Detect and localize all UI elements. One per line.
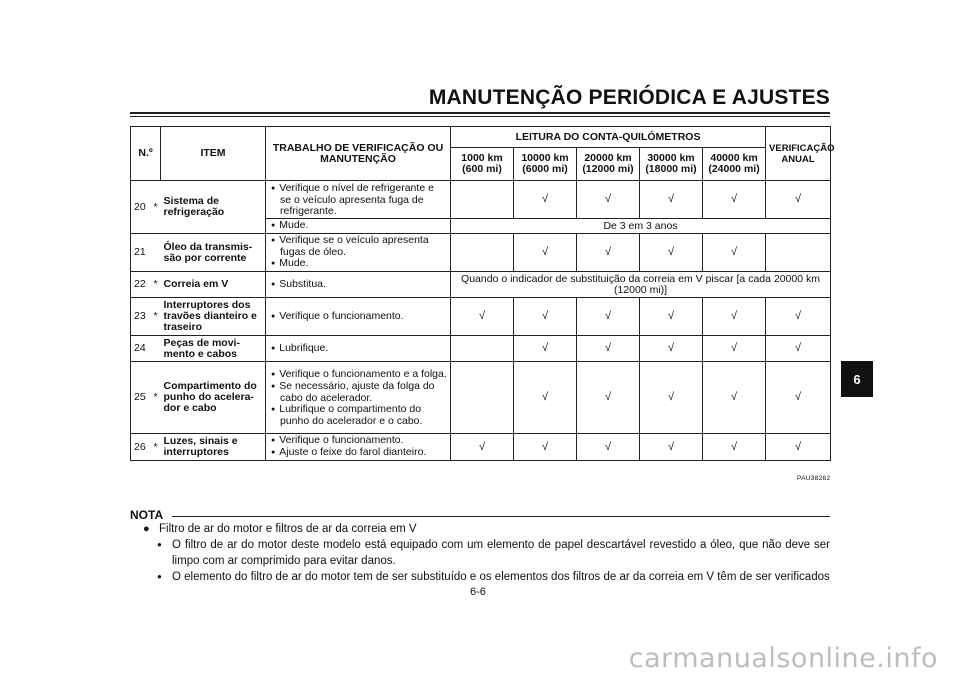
check-cell: √	[577, 336, 640, 362]
check-cell: √	[703, 234, 766, 272]
header-km-4	[640, 148, 703, 181]
check-cell: √	[451, 434, 514, 461]
check-cell	[451, 362, 514, 434]
item-name: Luzes, sinais e interruptores	[161, 434, 266, 461]
note-bullet: ● Filtro de ar do motor e filtros de ar da correia em V	[143, 521, 830, 537]
km-4-top: 30000 km	[647, 152, 695, 164]
km-1-bottom: (600 mi)	[462, 163, 502, 175]
row-number: 21	[131, 234, 151, 272]
header-annual: VERIFICAÇÃO ANUAL	[766, 127, 831, 181]
check-cell: √	[514, 298, 577, 336]
check-cell: √	[766, 362, 831, 434]
km-3-bottom: (12000 mi)	[582, 163, 634, 175]
star-mark: *	[151, 272, 161, 298]
title-rule-thin	[130, 116, 830, 117]
interval-text: Quando o indicador de substituição da correia em V piscar [a cada 20000 km (12000 mi)]	[451, 272, 831, 298]
table-row	[131, 362, 831, 434]
star-mark: *	[151, 434, 161, 461]
check-cell: √	[514, 336, 577, 362]
work-line: ● Substitua.	[269, 279, 447, 291]
work-line: ● Lubrifique.	[269, 343, 447, 355]
check-cell: √	[640, 434, 703, 461]
table-row	[131, 298, 831, 336]
check-cell: √	[514, 362, 577, 434]
interval-text: De 3 em 3 anos	[451, 219, 831, 234]
check-cell: √	[640, 181, 703, 219]
row-number: 22	[131, 272, 151, 298]
km-4-bottom: (18000 mi)	[645, 163, 697, 175]
check-cell: √	[451, 298, 514, 336]
km-5-top: 40000 km	[710, 152, 758, 164]
check-cell: √	[640, 298, 703, 336]
check-cell: √	[766, 298, 831, 336]
km-2-bottom: (6000 mi)	[522, 163, 568, 175]
star-mark: *	[151, 181, 161, 234]
row-number: 24	[131, 336, 151, 362]
header-item: ITEM	[161, 127, 266, 181]
check-cell: √	[514, 234, 577, 272]
work-line: ● Verifique o funcionamento.	[269, 435, 447, 447]
check-cell: √	[640, 362, 703, 434]
header-num: N.º	[131, 127, 161, 181]
star-mark	[151, 234, 161, 272]
header-work: TRABALHO DE VERIFICAÇÃO OU MANUTENÇÃO	[266, 127, 451, 181]
work-line: ● Se necessário, ajuste da folga do cabo do acelerador.	[269, 381, 447, 404]
work-line: ● Mude.	[269, 258, 447, 270]
header-km-1	[451, 148, 514, 181]
km-5-bottom: (24000 mi)	[708, 163, 760, 175]
check-cell: √	[577, 298, 640, 336]
work-cell	[266, 336, 451, 362]
work-line: ● Verifique o nível de refrigerante e se o veículo apresenta fuga de refrigerante.	[269, 183, 447, 217]
check-cell: √	[577, 434, 640, 461]
check-cell: √	[703, 434, 766, 461]
work-line: ● Verifique se o veículo apresenta fugas de óleo.	[269, 235, 447, 258]
table-row	[131, 272, 831, 298]
work-cell	[266, 234, 451, 272]
check-cell: √	[514, 181, 577, 219]
work-cell	[266, 181, 451, 219]
item-name: Peças de movi- mento e cabos	[161, 336, 266, 362]
check-cell: √	[703, 362, 766, 434]
check-cell: √	[766, 181, 831, 219]
header-odometer: LEITURA DO CONTA-QUILÓMETROS	[451, 127, 766, 148]
title-rule	[130, 112, 830, 114]
work-cell	[266, 219, 451, 234]
check-cell: √	[577, 181, 640, 219]
watermark-text: carmanualsonline.info	[628, 643, 938, 674]
row-number: 25	[131, 362, 151, 434]
note-sub-bullet: ● O elemento do filtro de ar do motor tem de ser substituído e os elementos dos filtros de ar da correia em V têm de ser verificados	[143, 569, 830, 585]
check-cell: √	[640, 336, 703, 362]
page-number: 6-6	[470, 586, 486, 598]
check-cell: √	[514, 434, 577, 461]
item-name: Interruptores dos travões dianteiro e traseiro	[161, 298, 266, 336]
note-rule	[172, 516, 830, 517]
table-row	[131, 434, 831, 461]
work-line: ● Verifique o funcionamento e a folga.	[269, 369, 447, 381]
reference-code: PAU38262	[797, 475, 831, 482]
item-name: Compartimento do punho do acelera- dor e cabo	[161, 362, 266, 434]
km-3-top: 20000 km	[584, 152, 632, 164]
check-cell: √	[640, 234, 703, 272]
item-name: Sistema de refrigeração	[161, 181, 266, 234]
star-mark: *	[151, 362, 161, 434]
chapter-tab[interactable]: 6	[841, 361, 873, 397]
note-body	[143, 521, 830, 585]
check-cell: √	[766, 336, 831, 362]
check-cell: √	[577, 234, 640, 272]
item-name: Óleo da transmis- são por corrente	[161, 234, 266, 272]
note-sub-bullet: ● O filtro de ar do motor deste modelo está equipado com um elemento de papel descartável revestido a óleo, que não deve ser limpo com ar comprimido para evitar danos.	[143, 537, 830, 569]
work-cell	[266, 434, 451, 461]
check-cell	[451, 181, 514, 219]
row-number: 23	[131, 298, 151, 336]
table-row	[131, 234, 831, 272]
row-number: 26	[131, 434, 151, 461]
check-cell	[766, 234, 831, 272]
maintenance-table	[130, 126, 835, 461]
header-km-3	[577, 148, 640, 181]
work-cell	[266, 298, 451, 336]
star-mark: *	[151, 298, 161, 336]
km-2-top: 10000 km	[521, 152, 569, 164]
table-row	[131, 181, 831, 219]
note-label: NOTA	[130, 508, 164, 522]
header-km-2	[514, 148, 577, 181]
item-name: Correia em V	[161, 272, 266, 298]
check-cell: √	[577, 362, 640, 434]
work-cell	[266, 272, 451, 298]
work-line: ● Mude.	[269, 220, 447, 232]
check-cell: √	[703, 336, 766, 362]
work-line: ● Lubrifique o compartimento do punho do acelerador e o cabo.	[269, 404, 447, 427]
work-line: ● Ajuste o feixe do farol dianteiro.	[269, 447, 447, 459]
check-cell: √	[703, 181, 766, 219]
check-cell	[451, 336, 514, 362]
check-cell: √	[703, 298, 766, 336]
star-mark	[151, 336, 161, 362]
check-cell	[451, 234, 514, 272]
page-title: MANUTENÇÃO PERIÓDICA E AJUSTES	[428, 86, 830, 109]
work-cell	[266, 362, 451, 434]
header-km-5	[703, 148, 766, 181]
table-row	[131, 336, 831, 362]
row-number: 20	[131, 181, 151, 234]
work-line: ● Verifique o funcionamento.	[269, 311, 447, 323]
check-cell: √	[766, 434, 831, 461]
km-1-top: 1000 km	[461, 152, 503, 164]
